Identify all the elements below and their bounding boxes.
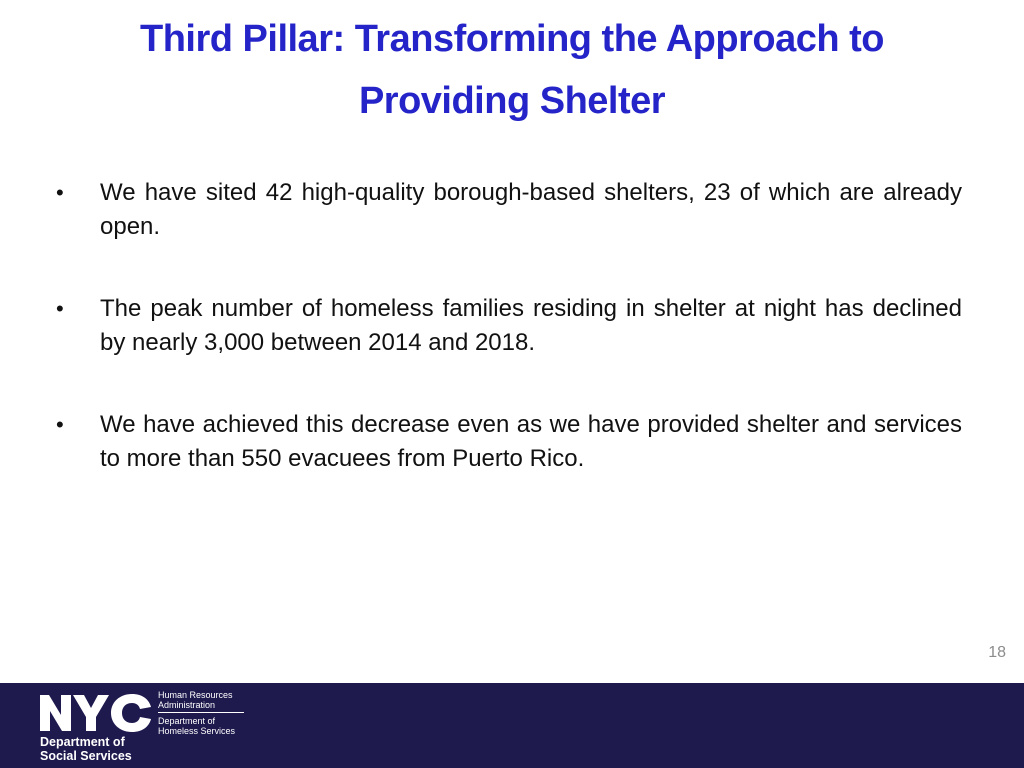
department-name-line-2: Social Services <box>40 749 132 763</box>
bullet-list <box>52 176 962 524</box>
slide-title-line-1: Third Pillar: Transforming the Approach to <box>140 18 884 60</box>
bullet-item <box>52 176 962 244</box>
agency-names <box>158 690 248 736</box>
slide-title <box>60 8 964 132</box>
bullet-item <box>52 408 962 476</box>
agency-dhs-line-1: Department of <box>158 716 216 726</box>
agency-divider <box>158 712 244 713</box>
page-number: 18 <box>988 644 1006 661</box>
bullet-text: We have sited 42 high-quality borough-based shelters, 23 of which are already open. <box>100 179 962 240</box>
bullet-marker: • <box>56 296 64 321</box>
footer-bar <box>0 683 1024 768</box>
nyc-logo-icon <box>40 693 152 733</box>
slide-title-line-2: Providing Shelter <box>358 80 666 122</box>
department-name <box>40 735 132 763</box>
bullet-item <box>52 292 962 360</box>
nyc-dss-logo <box>40 690 260 762</box>
bullet-text: The peak number of homeless families residing in shelter at night has declined by nearly 3,000 between 2014 and 2018. <box>100 295 962 356</box>
department-name-line-1: Department of <box>40 735 125 749</box>
agency-hra-line-1: Human Resources <box>158 690 233 700</box>
bullet-text: We have achieved this decrease even as we have provided shelter and services to more than 550 evacuees from Puerto Rico. <box>100 411 962 472</box>
bullet-marker: • <box>56 180 64 205</box>
agency-hra-line-2: Administration <box>158 700 216 710</box>
bullet-marker: • <box>56 412 64 437</box>
agency-dhs-line-2: Homeless Services <box>158 726 236 736</box>
